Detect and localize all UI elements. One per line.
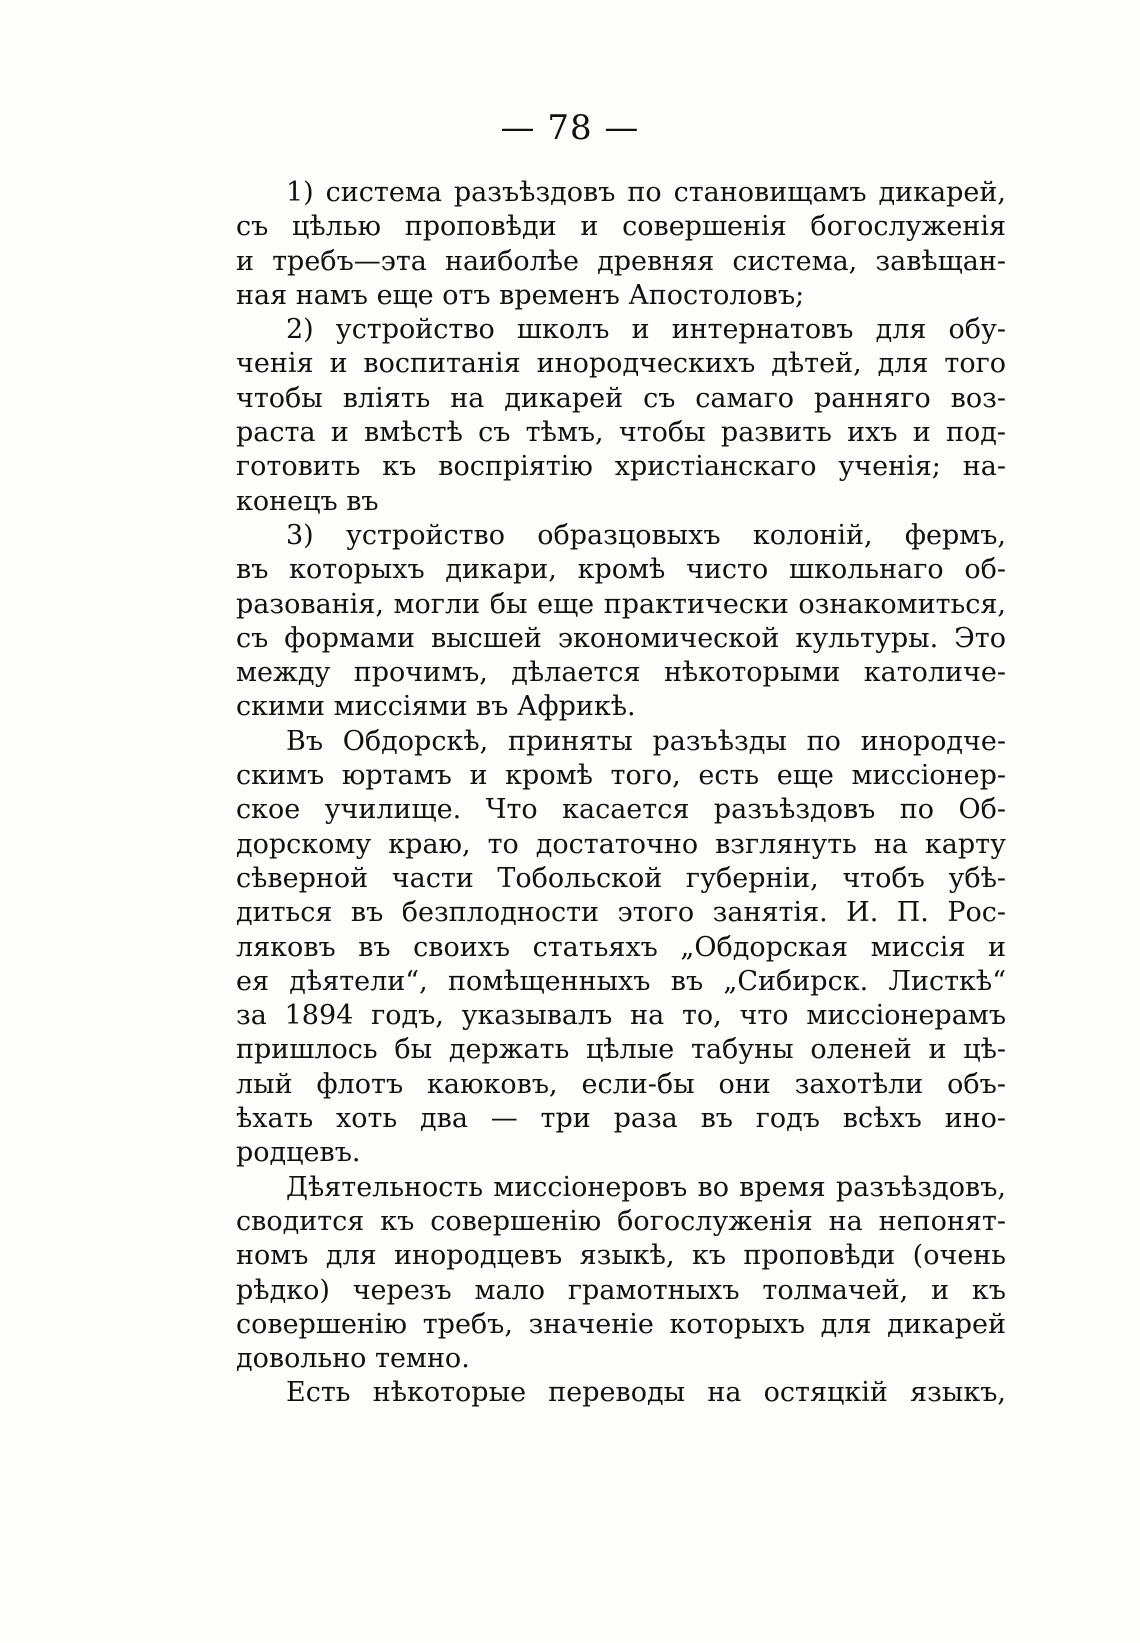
text-line: Въ Обдорскѣ, приняты разъѣзды по инородче- <box>286 725 1006 757</box>
text-line: готовить къ воспріятію христіанскаго ученія; на- <box>236 451 1006 483</box>
text-line: сводится къ совершенію богослуженія на непонят- <box>236 1205 1006 1237</box>
text-line: между прочимъ, дѣлается нѣкоторыми католиче- <box>236 657 1006 689</box>
text-line: въ которыхъ дикари, кромѣ чисто школьнаго об- <box>236 554 1006 586</box>
text-line: совершенію требъ, значеніе которыхъ для дикарей <box>236 1308 1006 1340</box>
page-number: — 78 — <box>500 108 640 148</box>
text-line: 3) устройство образцовыхъ колоній, фермъ, <box>286 519 1006 551</box>
text-line: съ формами высшей экономической культуры. Это <box>236 622 1006 654</box>
text-line: Дѣятельность миссіонеровъ во время разъѣздовъ, <box>286 1171 1006 1203</box>
text-line: 2) устройство школъ и интернатовъ для обу- <box>286 314 1006 346</box>
text-line: съ цѣлью проповѣди и совершенія богослуженія <box>236 211 1006 243</box>
text-line: за 1894 годъ, указывалъ на то, что миссіонерамъ <box>236 1000 1006 1032</box>
text-line: конецъ въ <box>236 485 379 517</box>
text-line: рѣдко) черезъ мало грамотныхъ толмачей, и къ <box>236 1274 1006 1306</box>
text-line: ея дѣятели“, помѣщенныхъ въ „Сибирск. Листкѣ“ <box>236 965 1006 997</box>
text-line: скимъ юртамъ и кромѣ того, есть еще миссіонер- <box>236 760 1006 792</box>
text-line: ское училище. Что касается разъѣздовъ по Об- <box>236 794 1006 826</box>
text-line: 1) система разъѣздовъ по становищамъ дикарей, <box>286 177 1006 208</box>
text-line: лый флотъ каюковъ, если-бы они захотѣли объ- <box>236 1068 1006 1100</box>
text-line: ѣхать хоть два — три раза въ годъ всѣхъ ино- <box>236 1103 1006 1135</box>
text-line: и требъ—эта наиболѣе древняя система, завѣщан- <box>236 245 1006 277</box>
text-line: дорскому краю, то достаточно взглянуть на карту <box>236 828 1006 860</box>
text-line: диться въ безплодности этого занятія. И. П. Рос- <box>236 897 1006 929</box>
body-text <box>236 176 1006 1411</box>
text-line: пришлось бы держать цѣлые табуны оленей и цѣ- <box>236 1034 1006 1066</box>
text-line: довольно темно. <box>236 1343 470 1375</box>
text-line: ная намъ еще отъ временъ Апостоловъ; <box>236 279 805 311</box>
text-line: номъ для инородцевъ языкѣ, къ проповѣди (очень <box>236 1240 1006 1272</box>
text-line: Есть нѣкоторые переводы на остяцкій языкъ, <box>286 1377 1006 1409</box>
text-line: родцевъ. <box>236 1137 361 1169</box>
text-line: ляковъ въ своихъ статьяхъ „Обдорская миссія и <box>236 931 1006 963</box>
text-line: скими миссіями въ Африкѣ. <box>236 691 636 723</box>
text-line: разованія, могли бы еще практически ознакомиться, <box>236 588 1006 620</box>
text-line: сѣверной части Тобольской губерніи, чтобъ убѣ- <box>236 862 1006 894</box>
text-line: раста и вмѣстѣ съ тѣмъ, чтобы развить ихъ и под- <box>236 417 1006 449</box>
text-line: ченія и воспитанія инородческихъ дѣтей, для того <box>236 348 1006 380</box>
text-line: чтобы вліять на дикарей съ самаго ранняго воз- <box>236 382 1006 414</box>
